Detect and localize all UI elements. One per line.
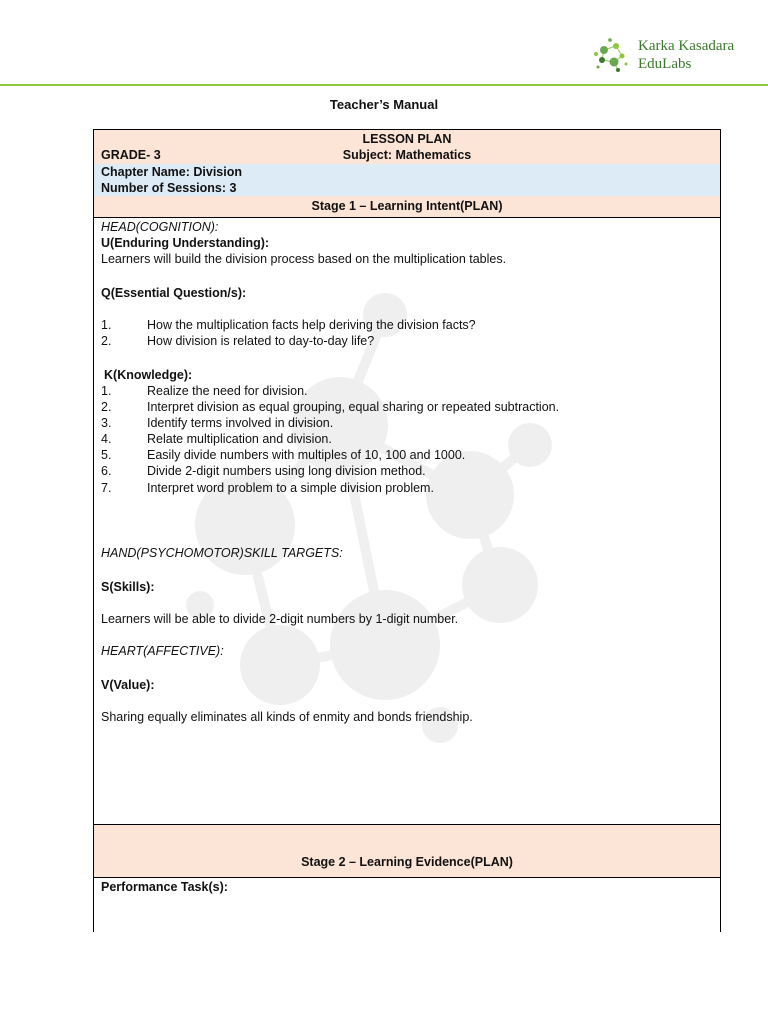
list-number: 4. bbox=[101, 432, 112, 446]
knowledge-text: Interpret word problem to a simple division problem. bbox=[147, 481, 434, 495]
stage1-header bbox=[94, 196, 720, 218]
stage2-title: Stage 2 – Learning Evidence(PLAN) bbox=[301, 855, 513, 869]
knowledge-text: Identify terms involved in division. bbox=[147, 416, 334, 430]
knowledge-text: Realize the need for division. bbox=[147, 384, 308, 398]
heart-affective-label: HEART(AFFECTIVE): bbox=[101, 644, 224, 658]
essential-questions-label: Q(Essential Question/s): bbox=[101, 286, 247, 300]
knowledge-text: Divide 2-digit numbers using long division method. bbox=[147, 464, 426, 478]
header-divider bbox=[0, 84, 768, 86]
brand-logo bbox=[592, 36, 752, 74]
knowledge-text: Interpret division as equal grouping, equal sharing or repeated subtraction. bbox=[147, 400, 560, 414]
list-number: 1. bbox=[101, 318, 112, 332]
stage1-title: Stage 1 – Learning Intent(PLAN) bbox=[311, 199, 503, 213]
question-text: How division is related to day-to-day life? bbox=[147, 334, 375, 348]
list-number: 7. bbox=[101, 481, 112, 495]
hand-psychomotor-label: HAND(PSYCHOMOTOR)SKILL TARGETS: bbox=[101, 546, 343, 560]
enduring-understanding-label: U(Enduring Understanding): bbox=[101, 236, 270, 250]
knowledge-label: K(Knowledge): bbox=[104, 368, 193, 382]
head-cognition-label: HEAD(COGNITION): bbox=[101, 220, 219, 234]
session-count: Number of Sessions: 3 bbox=[101, 181, 237, 195]
list-number: 6. bbox=[101, 464, 112, 478]
brand-name-line1: Karka Kasadara bbox=[638, 38, 735, 54]
question-text: How the multiplication facts help deriving the division facts? bbox=[147, 318, 476, 332]
list-number: 3. bbox=[101, 416, 112, 430]
value-text: Sharing equally eliminates all kinds of enmity and bonds friendship. bbox=[101, 710, 473, 724]
list-number: 2. bbox=[101, 334, 112, 348]
value-label: V(Value): bbox=[101, 678, 155, 692]
knowledge-text: Easily divide numbers with multiples of 10, 100 and 1000. bbox=[147, 448, 466, 462]
lesson-plan-table bbox=[93, 129, 721, 932]
chapter-name: Chapter Name: Division bbox=[101, 165, 243, 179]
lesson-plan-title: LESSON PLAN bbox=[362, 132, 452, 146]
list-number: 2. bbox=[101, 400, 112, 414]
skills-label: S(Skills): bbox=[101, 580, 155, 594]
grade-label: GRADE- 3 bbox=[101, 148, 161, 162]
list-number: 5. bbox=[101, 448, 112, 462]
brand-name-line2: EduLabs bbox=[638, 56, 692, 72]
knowledge-text: Relate multiplication and division. bbox=[147, 432, 332, 446]
performance-task-label: Performance Task(s): bbox=[101, 880, 228, 894]
molecule-logo-icon bbox=[592, 36, 630, 74]
chapter-info bbox=[94, 164, 720, 196]
enduring-understanding-text: Learners will build the division process based on the multiplication tables. bbox=[101, 252, 507, 266]
lesson-plan-header bbox=[94, 130, 720, 164]
subject-label: Subject: Mathematics bbox=[342, 148, 472, 162]
list-number: 1. bbox=[101, 384, 112, 398]
document-title: Teacher’s Manual bbox=[329, 97, 439, 112]
stage2-header bbox=[94, 824, 720, 878]
brand-name bbox=[638, 37, 734, 73]
skills-text: Learners will be able to divide 2-digit numbers by 1-digit number. bbox=[101, 612, 459, 626]
